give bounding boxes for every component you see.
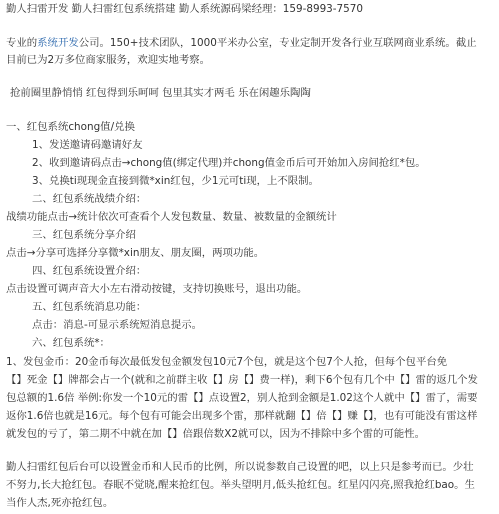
section-4-body: 点击设置可调声音大小左右滑动按键，支持切换账号，退出功能。 bbox=[6, 283, 308, 295]
system-dev-link[interactable]: 系统开发 bbox=[37, 37, 79, 49]
section-2-body: 战绩功能点击→统计依次可查看个人发包数量、数量、被数量的金额统计 bbox=[6, 211, 337, 223]
intro-line-1 bbox=[6, 34, 499, 52]
section-6-line-4: 返你1.6倍也就是16元。每个包有可能会出现多个雷，那样就翻【】倍【】赚【】，也有可能没有雷这样 bbox=[6, 410, 478, 422]
section-6-line-5: 就发包的亏了，第二期不中就在加【】倍跟倍数X2就可以，因为不排除中多个雷的可能性。 bbox=[6, 428, 425, 440]
section-6-line-2: 【】死金【】牌都会占一个(就和之前群主收【】房【】费一样)，剩下6个包有几个中【】雷的返几个发 bbox=[6, 374, 478, 386]
section-6-line-1: 1、发包金币：20金币每次最低发包金额发包10元7个包，就是这个包7个人抢，但每个包平台免 bbox=[6, 356, 448, 368]
header-line: 勤人扫雷开发 勤人扫雷红包系统搭建 勤人系统源码梁经理：159-8993-7570 bbox=[6, 3, 363, 15]
section-6-line-3: 包总额的1.6倍 举例:你发一个10元的雷【】点设置2，别人抢到金额是1.02这个人就中【】雷了，需要 bbox=[6, 392, 478, 404]
intro-line-2: 目前已为2万多位商家服务，欢迎实地考察。 bbox=[6, 54, 211, 66]
section-3-body: 点击→分享可选择分享微*xin朋友、朋友圈，两项功能。 bbox=[6, 247, 265, 259]
footer-line-3: 当作人杰,死亦抢红包。 bbox=[6, 497, 114, 509]
section-4-title: 四、红包系统设置介绍： bbox=[32, 265, 147, 277]
section-6-title: 六、红包系统*： bbox=[32, 337, 110, 349]
slogan: 抢前圈里静悄悄 红包得到乐呵呵 包里其实才两毛 乐在闲趣乐陶陶 bbox=[10, 87, 311, 99]
section-1-item-1: 1、发送邀请码邀请好友 bbox=[32, 139, 143, 151]
intro-suffix: 公司。150+技术团队，1000平米办公室，专业定制开发各行业互联网商业系统。截止 bbox=[78, 37, 477, 49]
section-5-title: 五、红包系统消息功能： bbox=[32, 301, 147, 313]
section-3-title: 三、红包系统分享介绍 bbox=[32, 229, 136, 241]
section-1-item-3: 3、兑换ti现现金直接到微*xin红包，少1元可ti现，上不限制。 bbox=[32, 175, 319, 187]
section-5-body: 点击：消息-可显示系统短消息提示。 bbox=[32, 319, 202, 331]
intro-prefix: 专业的 bbox=[6, 37, 38, 49]
section-1-item-2: 2、收到邀请码点击→chong值(绑定代理)并chong值金币后可开始加入房间抢红*包。 bbox=[32, 157, 426, 169]
footer-line-2: 不努力,长大抢红包。春眠不觉晓,醒来抢红包。举头望明月,低头抢红包。红星闪闪亮,照我抢红bao。生 bbox=[6, 479, 475, 491]
footer-line-1: 勤人扫雷红包后台可以设置金币和人民币的比例，所以说参数自己设置的吧，以上只是参考而已。少壮 bbox=[6, 461, 474, 473]
section-1-title: 一、红包系统chong值/兑换 bbox=[6, 121, 135, 133]
section-2-title: 二、红包系统战绩介绍： bbox=[32, 193, 147, 205]
